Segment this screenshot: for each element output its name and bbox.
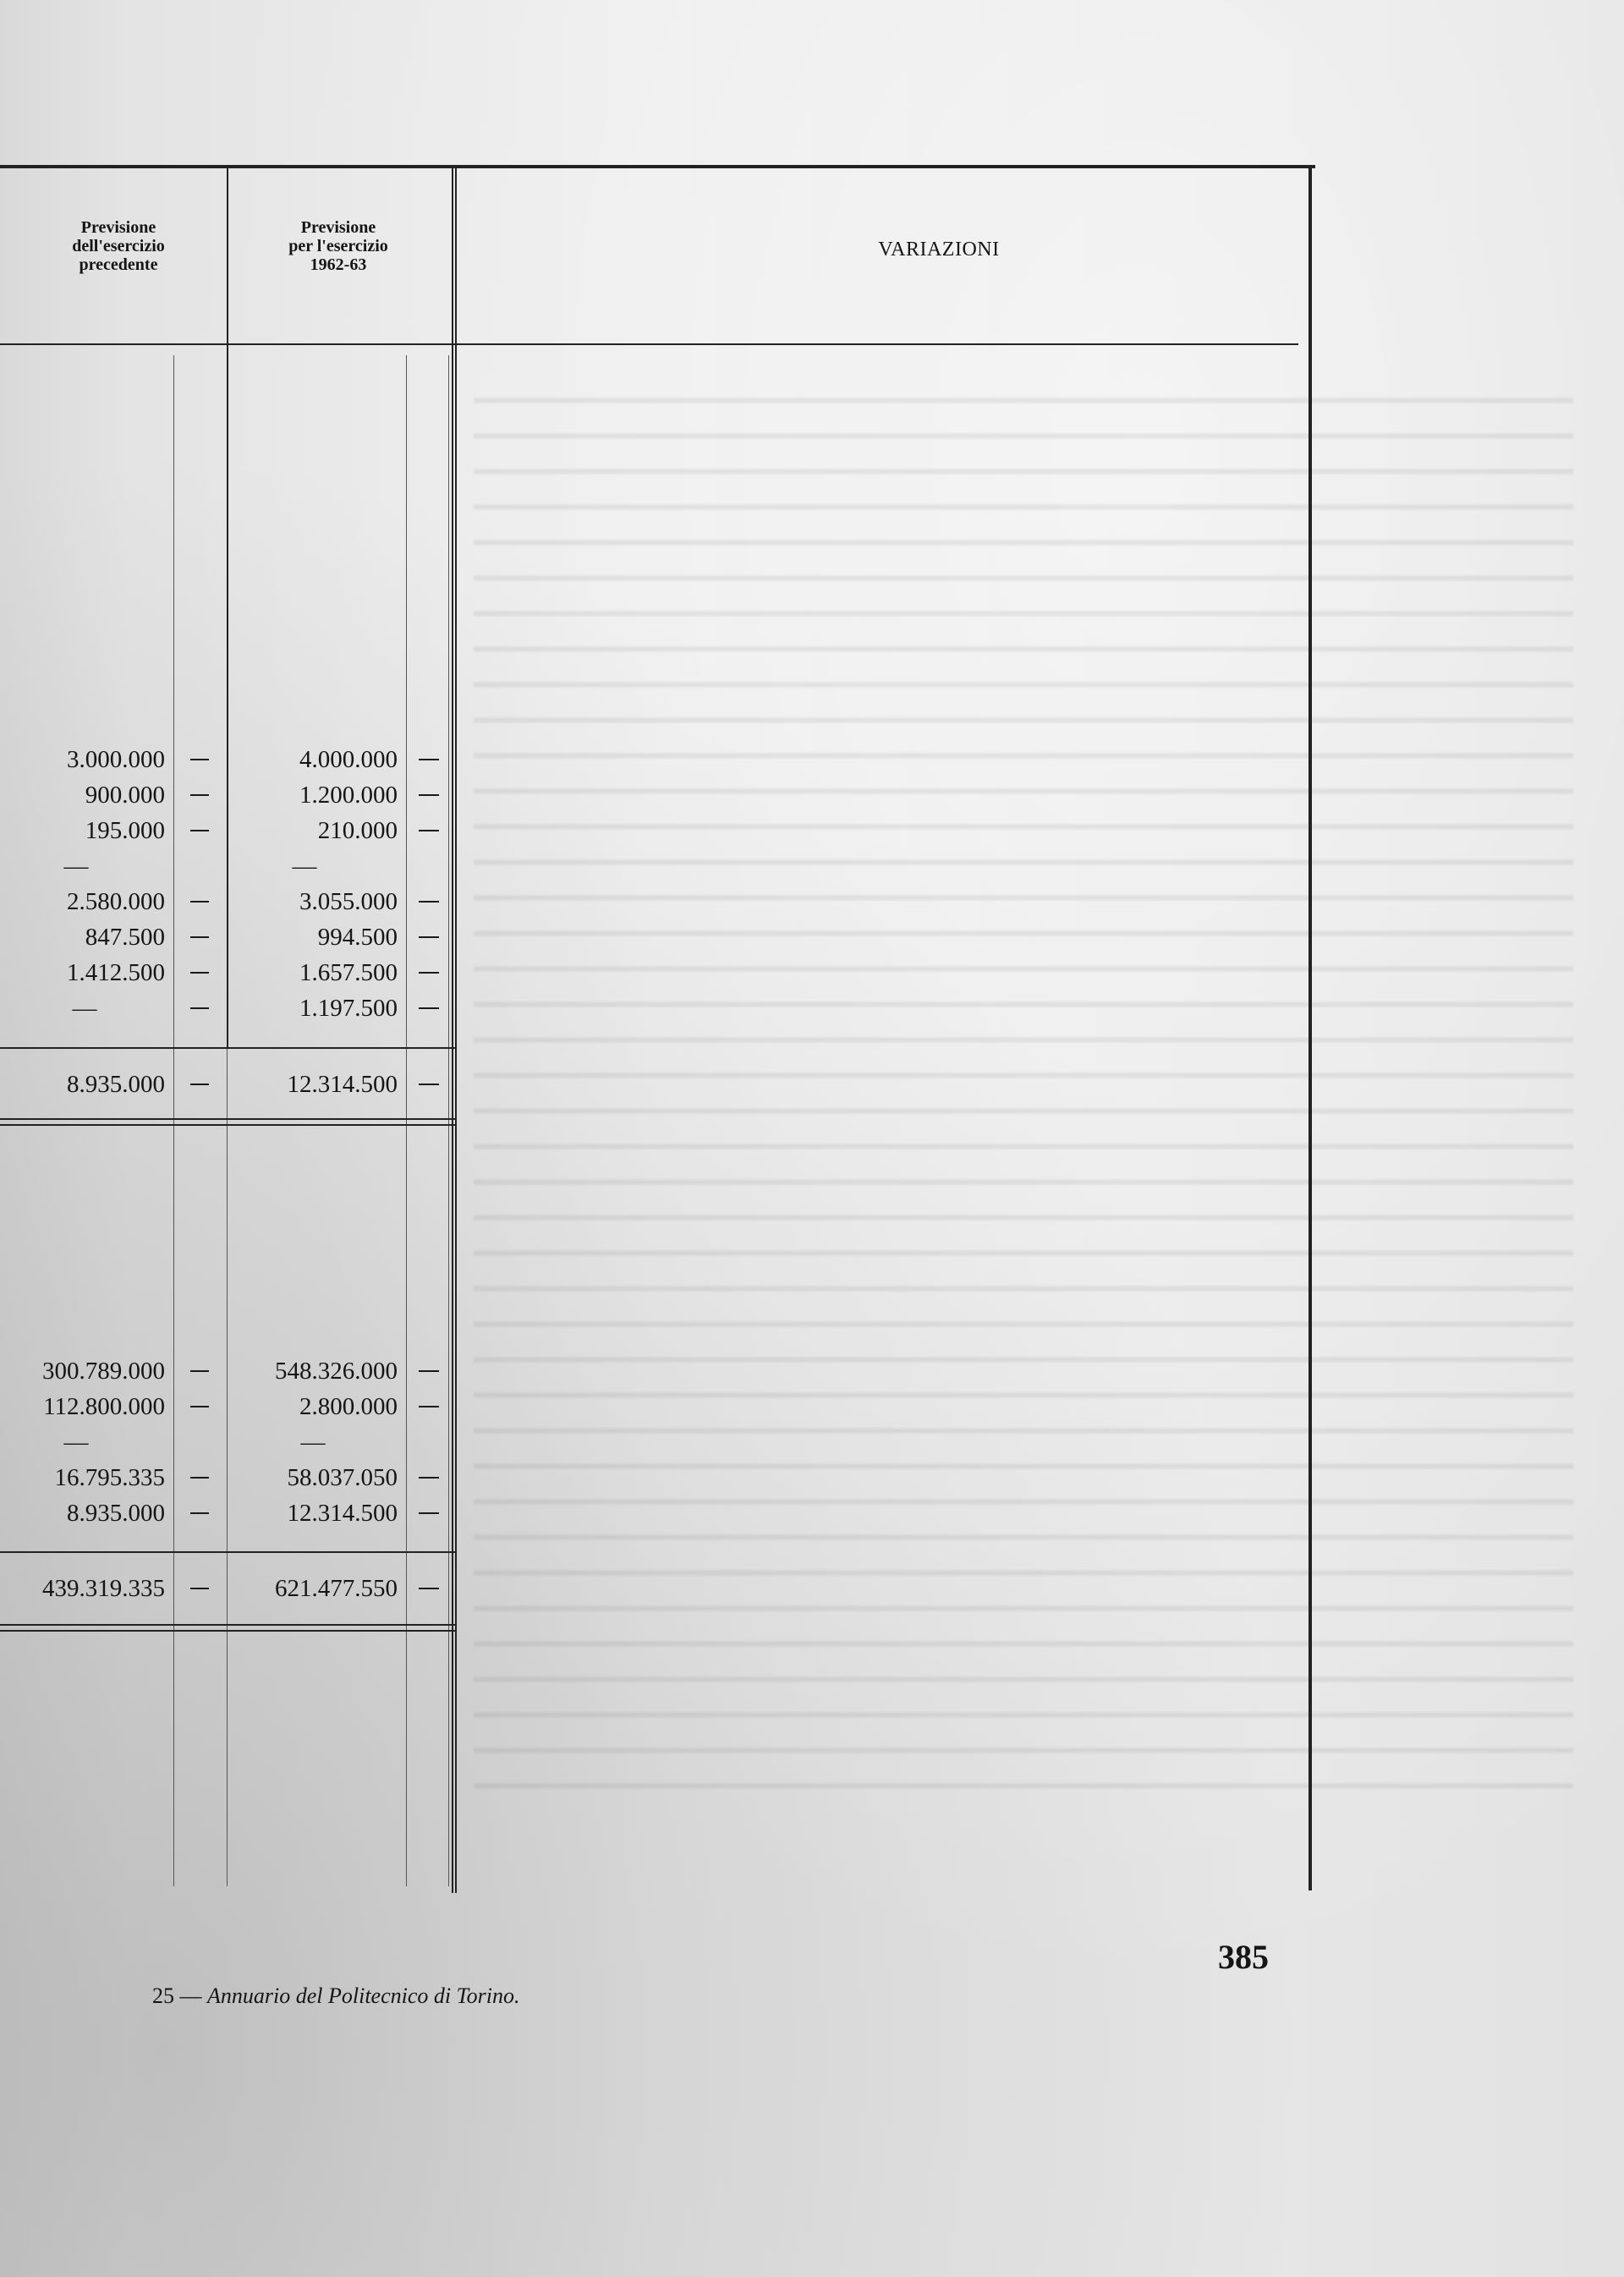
dash	[190, 1588, 209, 1589]
prev-value: —	[63, 1429, 89, 1456]
subtotal-rule-bottom-2	[0, 1124, 457, 1126]
prev-subtotal: 8.935.000	[67, 1071, 165, 1098]
header-curr-line2: per l'esercizio	[288, 237, 388, 255]
curr-total: 621.477.550	[275, 1575, 398, 1602]
prev-value: —	[63, 853, 89, 880]
dash	[419, 794, 439, 796]
total-row	[0, 1571, 474, 1606]
col2-right-rule-a	[455, 167, 457, 1893]
header-curr-line1: Previsione	[300, 218, 376, 237]
curr-value: 1.200.000	[299, 782, 398, 809]
prev-value: 847.500	[85, 924, 165, 951]
table-row	[0, 1389, 474, 1424]
dash	[419, 759, 439, 760]
table-row	[0, 1495, 474, 1531]
dash	[190, 830, 209, 831]
curr-value: 548.326.000	[275, 1358, 398, 1385]
dash	[419, 1477, 439, 1479]
dash	[190, 1406, 209, 1407]
dash	[190, 1370, 209, 1372]
curr-value: 994.500	[317, 924, 398, 951]
header-prev-line3: precedente	[79, 255, 158, 274]
header-prev-line2: dell'esercizio	[72, 237, 165, 255]
curr-subtotal: 12.314.500	[287, 1071, 398, 1098]
table-row	[0, 813, 474, 848]
prev-value: 8.935.000	[67, 1500, 165, 1527]
table-row	[0, 1460, 474, 1495]
dash	[190, 759, 209, 760]
dash	[190, 901, 209, 903]
curr-value: 3.055.000	[299, 888, 398, 915]
subtotal-rule-top	[0, 1047, 457, 1049]
dash	[190, 1477, 209, 1479]
table-row	[0, 1424, 474, 1460]
curr-value: 58.037.050	[287, 1464, 398, 1491]
dash	[419, 1370, 439, 1372]
total-rule-bottom-2	[0, 1630, 457, 1632]
bleed-through-text	[474, 372, 1573, 1810]
subtotal-row	[0, 1067, 474, 1102]
curr-value: 4.000.000	[299, 746, 398, 773]
col2-sep-rule	[448, 355, 449, 1886]
dash	[190, 1512, 209, 1514]
dash	[419, 1084, 439, 1085]
footer-title: Annuario del Politecnico di Torino.	[207, 1983, 520, 2008]
table-row	[0, 848, 474, 884]
header-curr-line3: 1962-63	[310, 255, 367, 274]
curr-value: 2.800.000	[299, 1393, 398, 1420]
prev-value: 112.800.000	[43, 1393, 165, 1420]
header-bottom-rule	[0, 343, 1298, 345]
table-row	[0, 742, 474, 777]
footer-credit	[152, 1983, 520, 2009]
table-row	[0, 777, 474, 813]
top-rule	[0, 165, 1315, 168]
dash	[419, 1007, 439, 1009]
curr-value: 210.000	[317, 817, 398, 844]
table-row	[0, 955, 474, 990]
prev-value: —	[72, 995, 97, 1022]
total-rule-top	[0, 1551, 457, 1553]
col3-right-rule	[1309, 165, 1312, 1890]
dash	[190, 1007, 209, 1009]
dash	[419, 936, 439, 938]
curr-value: —	[292, 853, 317, 880]
dash	[190, 794, 209, 796]
prev-value: 2.580.000	[67, 888, 165, 915]
prev-value: 16.795.335	[54, 1464, 165, 1491]
table-row	[0, 1353, 474, 1389]
prev-value: 300.789.000	[42, 1358, 165, 1385]
dash	[190, 1084, 209, 1085]
header-curr-year	[245, 218, 431, 274]
dash	[419, 901, 439, 903]
dash	[419, 1406, 439, 1407]
table-row	[0, 884, 474, 919]
page-number: 385	[1218, 1938, 1269, 1976]
dash	[419, 1512, 439, 1514]
table-row	[0, 990, 474, 1026]
total-rule-bottom-1	[0, 1624, 457, 1626]
prev-value: 3.000.000	[67, 746, 165, 773]
footer-prefix: 25 —	[152, 1983, 202, 2008]
curr-value: —	[300, 1429, 326, 1456]
dash	[190, 936, 209, 938]
subtotal-rule-bottom-1	[0, 1118, 457, 1120]
dash	[190, 972, 209, 974]
curr-value: 1.657.500	[299, 959, 398, 986]
col2-value-rule	[406, 355, 407, 1886]
prev-value: 1.412.500	[67, 959, 165, 986]
header-prev-year	[25, 218, 211, 274]
col1-value-rule	[173, 355, 174, 1886]
dash	[419, 1588, 439, 1589]
header-prev-line1: Previsione	[80, 218, 156, 237]
prev-total: 439.319.335	[42, 1575, 165, 1602]
prev-value: 900.000	[85, 782, 165, 809]
curr-value: 12.314.500	[287, 1500, 398, 1527]
prev-value: 195.000	[85, 817, 165, 844]
curr-value: 1.197.500	[299, 995, 398, 1022]
header-variations: VARIAZIONI	[878, 239, 1000, 261]
table-row	[0, 919, 474, 955]
dash	[419, 972, 439, 974]
col2-left-rule	[452, 167, 453, 1893]
dash	[419, 830, 439, 831]
